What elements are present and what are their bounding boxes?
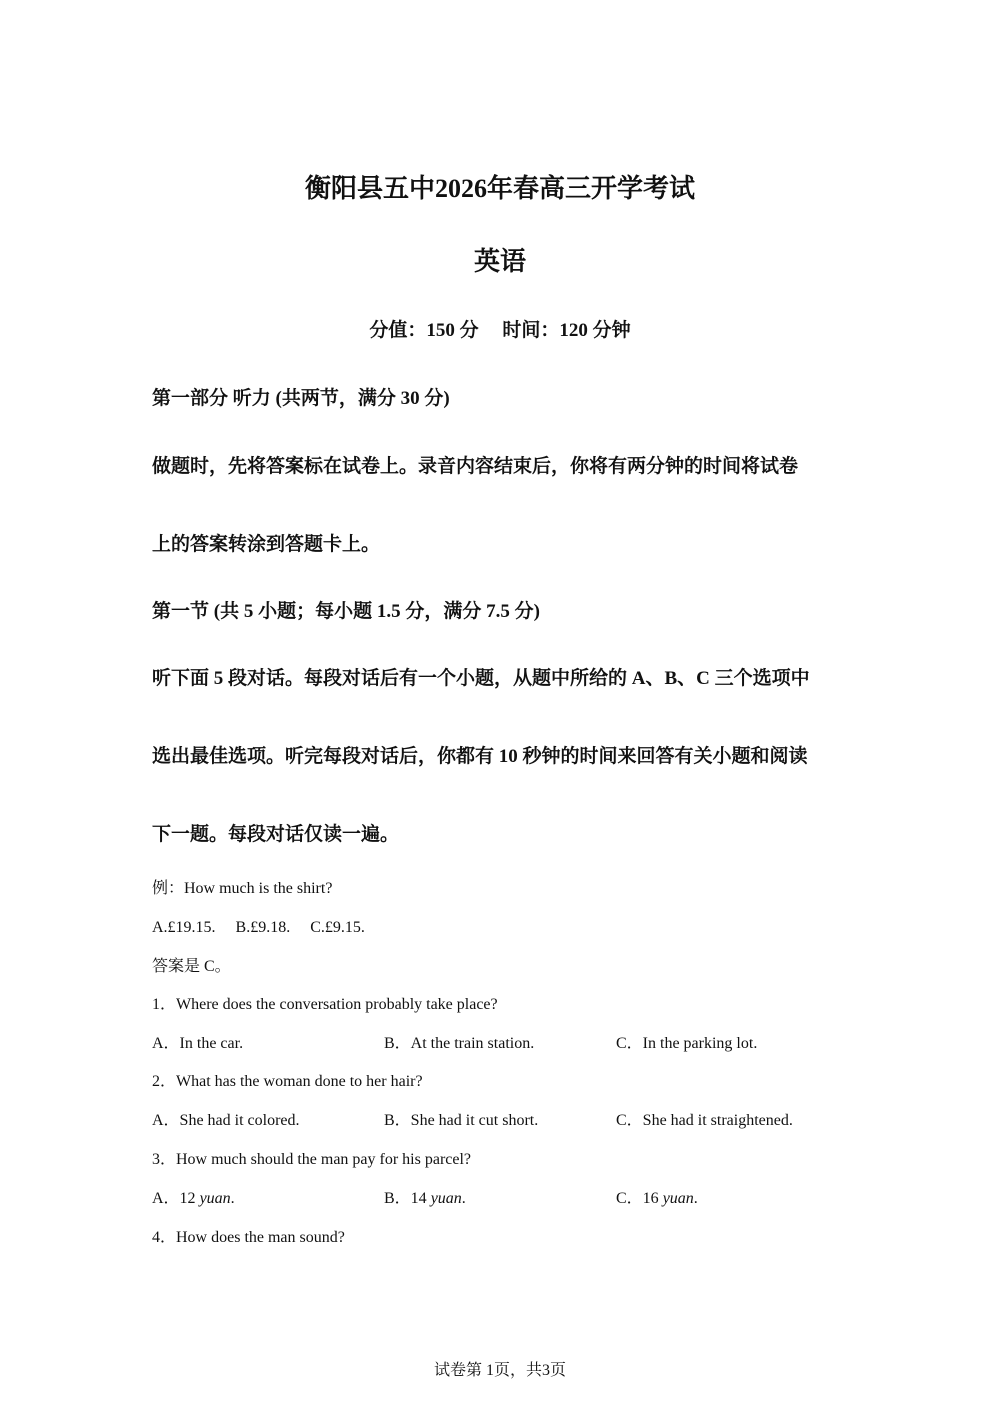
- section1-instructions-line1: 听下面 5 段对话。每段对话后有一个小题，从题中所给的 A、B、C 三个选项中: [152, 668, 810, 689]
- part1-instructions-line2: 上的答案转涂到答题卡上。: [152, 534, 381, 555]
- question-3: 3．How much should the man pay for his parcel?: [152, 1151, 472, 1168]
- question-1-option-a: A．In the car.: [152, 1035, 244, 1052]
- section1-heading: 第一节 (共 5 小题；每小题 1.5 分，满分 7.5 分): [152, 601, 540, 622]
- question-2-option-c: C．She had it straightened.: [616, 1112, 793, 1129]
- exam-title: 衡阳县五中2026年春高三开学考试: [304, 174, 695, 203]
- part1-instructions-line1: 做题时，先将答案标在试卷上。录音内容结束后，你将有两分钟的时间将试卷: [152, 456, 799, 477]
- question-2: 2．What has the woman done to her hair?: [152, 1073, 423, 1090]
- subject-title: 英语: [473, 247, 526, 276]
- example-answer: 答案是 C。: [152, 958, 231, 975]
- example-question: 例：How much is the shirt?: [152, 880, 333, 897]
- question-1-option-b: B．At the train station.: [384, 1035, 535, 1052]
- question-2-option-b: B．She had it cut short.: [384, 1112, 539, 1129]
- question-2-option-a: A．She had it colored.: [152, 1112, 300, 1129]
- example-options: A.£19.15. B.£9.18. C.£9.15.: [152, 919, 365, 936]
- question-3-option-c: C．16 yuan.: [616, 1190, 698, 1207]
- section1-instructions-line2: 选出最佳选项。听完每段对话后，你都有 10 秒钟的时间来回答有关小题和阅读: [152, 746, 808, 767]
- question-1-option-c: C．In the parking lot.: [616, 1035, 758, 1052]
- question-1: 1．Where does the conversation probably take place?: [152, 996, 498, 1013]
- exam-meta: 分值：150 分 时间：120 分钟: [369, 320, 631, 341]
- page-footer: 试卷第 1页，共3页: [433, 1362, 566, 1379]
- question-3-option-a: A．12 yuan.: [152, 1190, 235, 1207]
- section1-instructions-line3: 下一题。每段对话仅读一遍。: [152, 824, 400, 845]
- part1-heading: 第一部分 听力 (共两节，满分 30 分): [152, 388, 450, 409]
- question-4: 4．How does the man sound?: [152, 1229, 345, 1246]
- question-3-option-b: B．14 yuan.: [384, 1190, 466, 1207]
